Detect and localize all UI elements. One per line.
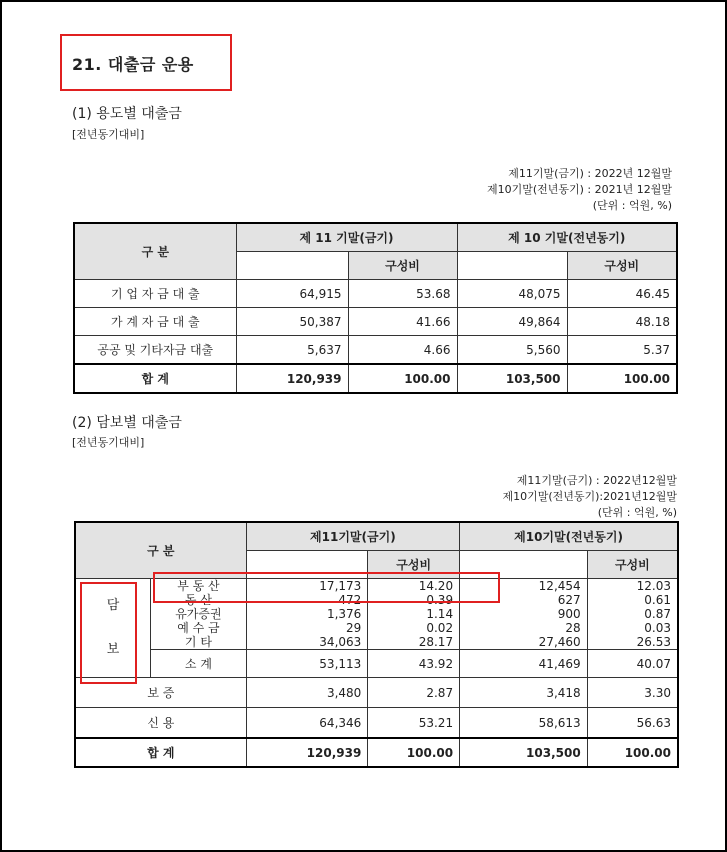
meta-line: 제10기말(전년동기):2021년12월말 xyxy=(502,490,677,503)
cell-v11: 1,376 xyxy=(246,607,368,621)
cell-v11: 53,113 xyxy=(246,650,368,678)
header-category: 구 분 xyxy=(74,223,236,280)
cell-v10: 12,454 xyxy=(460,579,588,594)
cell-r11: 2.87 xyxy=(368,678,460,708)
cell-r10: 48.18 xyxy=(567,308,677,336)
cell-r11: 53.68 xyxy=(348,280,457,308)
cell-v10: 103,500 xyxy=(460,738,588,767)
cell-v11: 64,915 xyxy=(236,280,348,308)
subtotal-row xyxy=(75,650,678,678)
section1-heading: (1) 용도별 대출금 xyxy=(72,106,182,122)
meta-line: (단위 : 억원, %) xyxy=(592,199,672,212)
cell-r10: 3.30 xyxy=(587,678,678,708)
meta-line: (단위 : 억원, %) xyxy=(597,506,677,519)
header-blank xyxy=(236,252,348,280)
cell-v10: 3,418 xyxy=(460,678,588,708)
row-label: 부 동 산 xyxy=(151,579,247,594)
table-row xyxy=(75,607,678,621)
meta-line: 제11기말(금기) : 2022년 12월말 xyxy=(508,167,672,180)
title-highlight-box xyxy=(60,34,232,91)
cell-r10: 40.07 xyxy=(587,650,678,678)
table-row xyxy=(75,621,678,635)
cell-v10: 28 xyxy=(460,621,588,635)
cell-r11: 0.02 xyxy=(368,621,460,635)
header-period11: 제11기말(금기) xyxy=(246,522,459,551)
real-estate-row-highlight-box xyxy=(153,572,500,603)
cell-v10: 103,500 xyxy=(457,364,567,393)
row-label: 공공 및 기타자금 대출 xyxy=(74,336,236,365)
meta-line: 제11기말(금기) : 2022년12월말 xyxy=(516,474,677,487)
header-period11: 제 11 기말(금기) xyxy=(236,223,457,252)
cell-r10: 5.37 xyxy=(567,336,677,365)
cell-v10: 58,613 xyxy=(460,708,588,739)
cell-r11: 43.92 xyxy=(368,650,460,678)
cell-r10: 0.87 xyxy=(587,607,678,621)
purpose-loan-table xyxy=(73,222,678,394)
row-label: 가 계 자 금 대 출 xyxy=(74,308,236,336)
cell-r10: 12.03 xyxy=(587,579,678,594)
header-ratio: 구성비 xyxy=(587,551,678,579)
header-blank xyxy=(457,252,567,280)
cell-v10: 5,560 xyxy=(457,336,567,365)
cell-r10: 0.03 xyxy=(587,621,678,635)
cell-r11: 1.14 xyxy=(368,607,460,621)
cell-r10: 56.63 xyxy=(587,708,678,739)
cell-v11: 5,637 xyxy=(236,336,348,365)
table-row xyxy=(74,336,677,365)
page-title: 21. 대출금 운용 xyxy=(72,55,194,74)
section2-note: [전년동기대비] xyxy=(72,436,145,449)
cell-v11: 50,387 xyxy=(236,308,348,336)
cell-r11: 4.66 xyxy=(348,336,457,365)
cell-v10: 27,460 xyxy=(460,635,588,650)
cell-v11: 64,346 xyxy=(246,708,368,739)
cell-v11: 34,063 xyxy=(246,635,368,650)
collateral-loan-table xyxy=(74,521,679,768)
header-period10: 제 10 기말(전년동기) xyxy=(457,223,677,252)
cell-v11: 120,939 xyxy=(246,738,368,767)
cell-r11: 53.21 xyxy=(368,708,460,739)
row-label: 동 산 xyxy=(151,593,247,607)
header-category: 구 분 xyxy=(75,522,246,579)
header-ratio: 구성비 xyxy=(348,252,457,280)
cell-v10: 49,864 xyxy=(457,308,567,336)
cell-r11: 0.39 xyxy=(368,593,460,607)
row-label: 예 수 금 xyxy=(151,621,247,635)
cell-r10: 100.00 xyxy=(587,738,678,767)
section1-note: [전년동기대비] xyxy=(72,128,145,141)
header-period10: 제10기말(전년동기) xyxy=(460,522,678,551)
section1-meta xyxy=(487,166,672,214)
cell-r11: 100.00 xyxy=(348,364,457,393)
table-row xyxy=(74,280,677,308)
cell-r10: 100.00 xyxy=(567,364,677,393)
cell-v11: 120,939 xyxy=(236,364,348,393)
collateral-label-highlight-box xyxy=(80,582,137,684)
section2-heading: (2) 담보별 대출금 xyxy=(72,415,182,431)
cell-v10: 900 xyxy=(460,607,588,621)
table-row xyxy=(75,635,678,650)
row-label: 기 업 자 금 대 출 xyxy=(74,280,236,308)
cell-r11: 41.66 xyxy=(348,308,457,336)
total-row xyxy=(75,738,678,767)
header-ratio: 구성비 xyxy=(368,551,460,579)
group-label-bottom: 보 xyxy=(106,642,120,657)
total-row xyxy=(74,364,677,393)
cell-v11: 17,173 xyxy=(246,579,368,594)
total-label: 합 계 xyxy=(74,364,236,393)
cell-v10: 627 xyxy=(460,593,588,607)
total-label: 합 계 xyxy=(75,738,246,767)
cell-r10: 0.61 xyxy=(587,593,678,607)
cell-r11: 14.20 xyxy=(368,579,460,594)
cell-v11: 29 xyxy=(246,621,368,635)
group-label-top: 담 xyxy=(106,598,120,613)
section2-meta xyxy=(502,473,677,521)
cell-r11: 28.17 xyxy=(368,635,460,650)
row-label: 유가증권 xyxy=(151,607,247,621)
header-ratio: 구성비 xyxy=(567,252,677,280)
cell-r10: 46.45 xyxy=(567,280,677,308)
table-row xyxy=(75,678,678,708)
cell-v11: 3,480 xyxy=(246,678,368,708)
row-label: 신 용 xyxy=(75,708,246,739)
row-label: 기 타 xyxy=(151,635,247,650)
table-row xyxy=(74,308,677,336)
cell-v10: 41,469 xyxy=(460,650,588,678)
row-label: 보 증 xyxy=(75,678,246,708)
cell-r11: 100.00 xyxy=(368,738,460,767)
meta-line: 제10기말(전년동기) : 2021년 12월말 xyxy=(486,183,672,196)
cell-v11: 472 xyxy=(246,593,368,607)
cell-v10: 48,075 xyxy=(457,280,567,308)
subtotal-label: 소 계 xyxy=(151,650,247,678)
cell-r10: 26.53 xyxy=(587,635,678,650)
table-row xyxy=(75,708,678,739)
